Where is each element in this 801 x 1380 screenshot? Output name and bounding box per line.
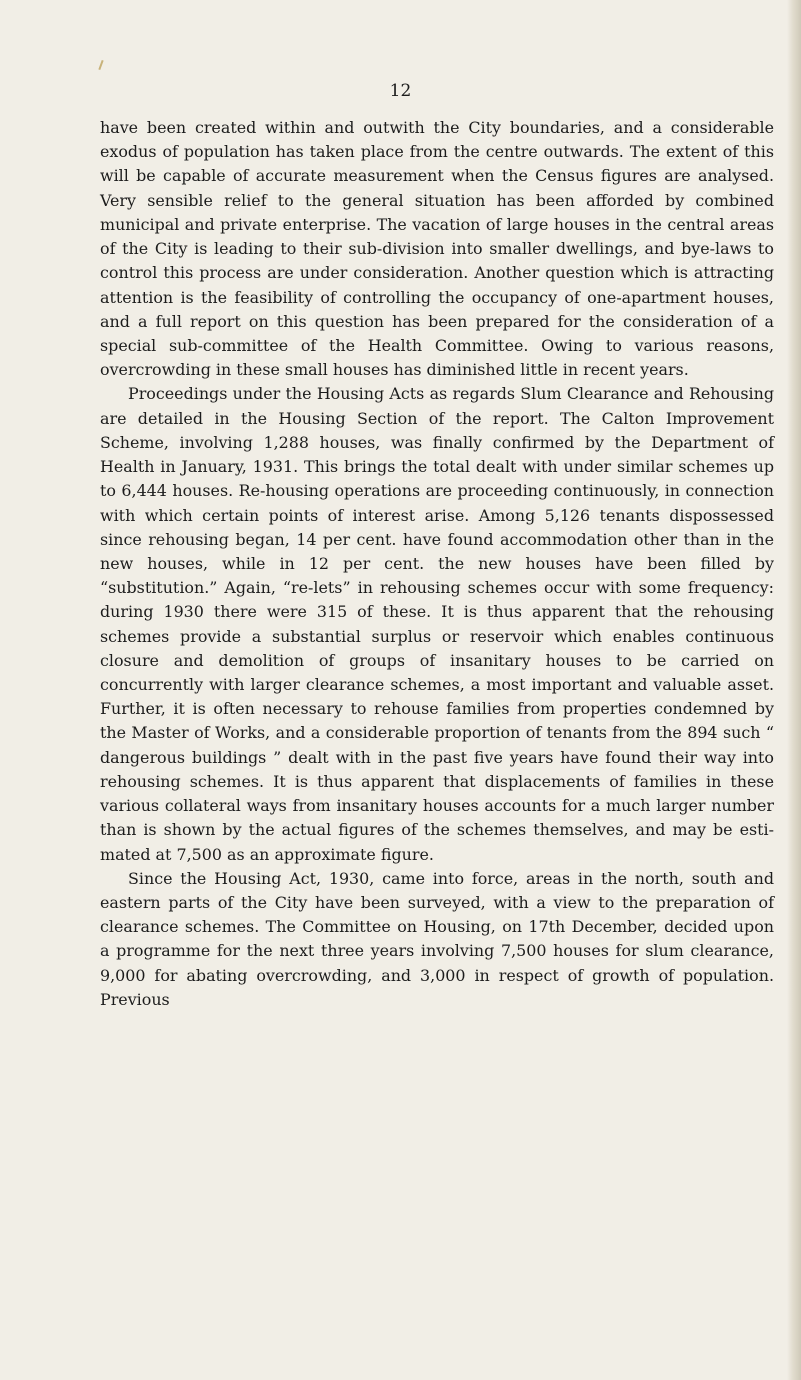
page-body	[100, 116, 774, 1012]
paragraph-housing-act: Since the Housing Act, 1930, came into force, areas in the north, south and eastern parts of the City have been surveyed, with a view to the preparation of clearance schemes. The Committee on Housing, on 17th December, decided upon a programme for the next three years involving 7,500 houses for slum clearance, 9,000 for abating overcrowding, and 3,000 in respect of growth of population. Previous	[100, 868, 774, 1009]
paragraph-overcrowding: have been created within and outwith the City boundaries, and a considerable exodus of population has taken place from the centre outwards. The extent of this will be capable of accurate measurement when the Census figures are analysed. Very sensible relief to the general situation has been afforded by combined municipal and private enterprise. The vacation of large houses in the central areas of the City is leading to their sub-division into smaller dwellings, and bye-laws to control this process are under consideration. Another question which is attracting attention is the feasibility of controlling the occupancy of one-apartment houses, and a full report on this question has been prepared for the consideration of a special sub-committee of the Health Committee. Owing to various reasons, overcrowding in these small houses has diminished little in recent years.	[100, 118, 774, 380]
ink-mark	[98, 60, 103, 70]
page-number: 12	[389, 81, 412, 101]
paragraph-slum-clearance: Proceedings under the Housing Acts as regards Slum Clearance and Rehousing are detailed in the Housing Section of the report. The Calton Improvement Scheme, involving 1,288 houses, was finally confirmed by the Department of Health in January, 1931. This brings the total dealt with under similar schemes up to 6,444 houses. Re-housing operations are proceeding continuously, in connection with which certain points of interest arise. Among 5,126 tenants dispossessed since rehousing began, 14 per cent. have found accommodation other than in the new houses, while in 12 per cent. the new houses have been filled by “substitution.” Again, “re-lets” in rehousing schemes occur with some frequency: during 1930 there were 315 of these. It is thus apparent that the rehousing schemes provide a substantial surplus or reservoir which enables continuous closure and demolition of groups of insanitary houses to be carried on concurrently with larger clearance schemes, a most important and valuable asset. Further, it is often necessary to rehouse families from properties condemned by the Master of Works, and a considerable proportion of tenants from the 894 such “ dangerous buildings ” dealt with in the past five years have found their way into rehousing schemes. It is thus apparent that displacements of families in these various collateral ways from insanitary houses accounts for a much larger number than is shown by the actual figures of the schemes themselves, and may be esti- mated at 7,500 as an approximate figure.	[100, 384, 774, 864]
page-edge-shadow	[787, 0, 801, 1380]
